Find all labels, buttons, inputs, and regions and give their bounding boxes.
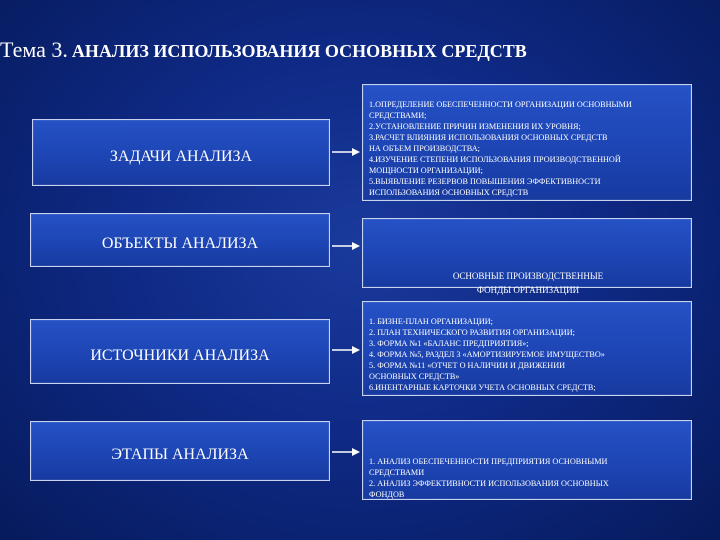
stages-label: ЭТАПЫ АНАЛИЗА: [111, 446, 249, 463]
objects-content-box: [362, 218, 692, 295]
tasks-content: 1.ОПРЕДЕЛЕНИЕ ОБЕСПЕЧЕННОСТИ ОРГАНИЗАЦИИ ОСНОВНЫМИ СРЕДСТВАМИ; 2.УСТАНОВЛЕНИЕ ПРИЧИН ИЗМЕНЕНИЯ ИХ УРОВНЯ; 3.РАСЧЕТ ВЛИЯНИЯ ИСПОЛЬЗОВАНИЯ ОСНОВНЫХ СРЕДСТВ НА ОБЪЕМ ПРОИЗВОДСТВА; 4.ИЗУЧЕНИЕ СТЕПЕНИ ИСПОЛЬЗОВАНИЯ ПРОИЗВОДСТВЕННОЙ МОЩНОСТИ ОРГАНИЗАЦИИ; 5.ВЫЯВЛЕНИЕ РЕЗЕРВОВ ПОВЫШЕНИЯ ЭФФЕКТИВНОСТИ ИСПОЛЬЗОВАНИЯ ОСНОВНЫХ СРЕДСТВ: [369, 100, 632, 197]
title-main: АНАЛИЗ ИСПОЛЬЗОВАНИЯ ОСНОВНЫХ СРЕДСТВ: [71, 41, 527, 61]
tasks-label-box: [32, 119, 330, 186]
stages-content-box: [362, 420, 692, 500]
stages-label-box: [30, 421, 330, 481]
objects-arrow-icon: [332, 239, 360, 253]
sources-content-box: [362, 301, 692, 396]
sources-content: 1. БИЗНЕ-ПЛАН ОРГАНИЗАЦИИ; 2. ПЛАН ТЕХНИЧЕСКОГО РАЗВИТИЯ ОРГАНИЗАЦИИ; 3. ФОРМА №1 «БАЛАНС ПРЕДПРИЯТИЯ»; 4. ФОРМА №5, РАЗДЕЛ 3 «АМОРТИЗИРУЕМОЕ ИМУЩЕСТВО» 5. ФОРМА №11 «ОТЧЕТ О НАЛИЧИИ И ДВИЖЕНИИ ОСНОВНЫХ СРЕДСТВ» 6.ИНЕНТАРНЫЕ КАРТОЧКИ УЧЕТА ОСНОВНЫХ СРЕДСТВ;: [369, 317, 605, 392]
stages-content: 1. АНАЛИЗ ОБЕСПЕЧЕННОСТИ ПРЕДПРИЯТИЯ ОСНОВНЫМИ СРЕДСТВАМИ 2. АНАЛИЗ ЭФФЕКТИВНОСТИ ИСПОЛЬЗОВАНИЯ ОСНОВНЫХ ФОНДОВ: [369, 457, 609, 499]
tasks-label: ЗАДАЧИ АНАЛИЗА: [109, 147, 253, 165]
sources-label: ИСТОЧНИКИ АНАЛИЗА: [90, 346, 270, 364]
tasks-arrow-icon: [332, 145, 360, 159]
sources-label-box: [30, 319, 330, 384]
objects-label: ОБЪЕКТЫ АНАЛИЗА: [101, 235, 259, 252]
sources-arrow-icon: [332, 343, 360, 357]
objects-label-box: [30, 213, 330, 267]
title-prefix: Тема 3.: [0, 37, 68, 62]
slide-title: [0, 37, 720, 67]
objects-content: ОСНОВНЫЕ ПРОИЗВОДСТВЕННЫЕ ФОНДЫ ОРГАНИЗАЦИИ: [452, 271, 604, 295]
stages-arrow-icon: [332, 445, 360, 459]
tasks-content-box: [362, 84, 692, 201]
